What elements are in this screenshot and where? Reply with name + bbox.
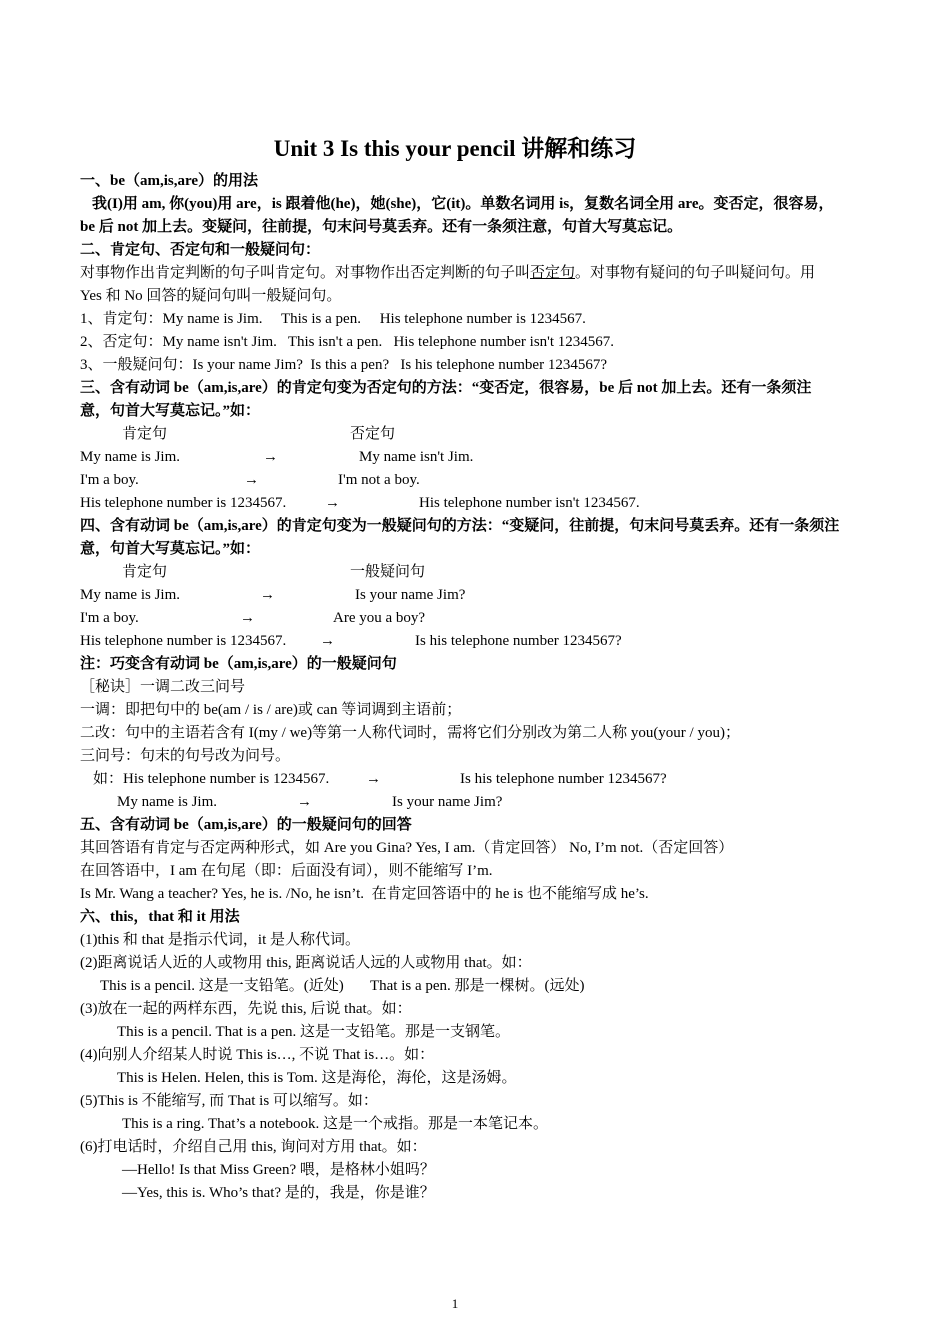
example-source: My name is Jim. <box>117 794 217 810</box>
row-target: Is his telephone number 1234567? <box>415 633 622 649</box>
section-6-dialogue: —Yes, this is. Who’s that? 是的，我是，你是谁？ <box>122 1185 435 1201</box>
arrow: → <box>320 633 335 649</box>
section-5-line: Is Mr. Wang a teacher? Yes, he is. /No, he isn’t. 在肯定回答语中的 he is 也不能缩写成 he’s. <box>80 886 649 902</box>
page-title: Unit 3 Is this your pencil 讲解和练习 <box>273 136 637 161</box>
note-example <box>80 791 840 814</box>
row-source: His telephone number is 1234567. <box>80 495 287 511</box>
section-4-row <box>80 584 840 607</box>
row-source: I'm a boy. <box>80 610 139 626</box>
note-line: ［秘诀］一调二改三问号 <box>80 679 246 695</box>
example-negative: 2、否定句：My name isn't Jim. This isn't a pen. His telephone number isn't 1234567. <box>80 334 615 350</box>
arrow: → <box>325 495 340 511</box>
definition-underlined: 否定句 <box>530 265 576 281</box>
arrow: → <box>297 794 312 810</box>
section-4-heading: 四、含有动词 be（am,is,are）的肯定句变为一般疑问句的方法：“变疑问，往前提，句末问号莫丢弃。还有一条须注意，句首大写莫忘记。”如： <box>80 518 840 557</box>
example-question: 3、一般疑问句：Is your name Jim? Is this a pen? Is his telephone number 1234567? <box>80 357 607 373</box>
section-5-line: 其回答语有肯定与否定两种形式，如 Are you Gina? Yes, I am.（肯定回答） No, I’m not.（否定回答） <box>80 840 734 856</box>
section-2-definition <box>80 262 840 308</box>
row-target: His telephone number isn't 1234567. <box>419 495 640 511</box>
section-1-heading: 一、be（am,is,are）的用法 <box>80 173 259 189</box>
section-5-line: 在回答语中，I am 在句尾（即：后面没有词），则不能缩写 I’m. <box>80 863 493 879</box>
note-line: 三问号：句末的句号改为问号。 <box>80 748 291 764</box>
arrow: → <box>366 771 381 787</box>
section-3-row <box>80 469 840 492</box>
example-target: Is his telephone number 1234567? <box>460 771 667 787</box>
column-question: 一般疑问句 <box>350 564 426 580</box>
note-line: 一调：即把句中的 be(am / is / are)或 can 等词调到主语前； <box>80 702 462 718</box>
section-6-example: This is a ring. That’s a notebook. 这是一个戒指。那是一本笔记本。 <box>122 1116 548 1132</box>
section-3-row <box>80 446 840 469</box>
page-number: 1 <box>451 1296 459 1311</box>
row-source: I'm a boy. <box>80 472 139 488</box>
note-line: 二改：句中的主语若含有 I(my / we)等第一人称代词时，需将它们分别改为第二人称 you(your / you)； <box>80 725 740 741</box>
column-negative: 否定句 <box>350 426 396 442</box>
definition-text-b: 。对事物有疑问的句子叫疑问句。用 Yes 和 No 回答的疑问句叫一般疑问句。 <box>80 265 816 304</box>
section-4-row <box>80 630 840 653</box>
section-6-line: (4)向别人介绍某人时说 This is…, 不说 That is…。如： <box>80 1047 435 1063</box>
example-source: 如：His telephone number is 1234567. <box>93 771 330 787</box>
arrow: → <box>244 472 259 488</box>
row-source: My name is Jim. <box>80 587 180 603</box>
section-2-heading: 二、肯定句、否定句和一般疑问句： <box>80 242 321 258</box>
section-6-line: (6)打电话时，介绍自己用 this, 询问对方用 that。如： <box>80 1139 427 1155</box>
section-6-heading: 六、this，that 和 it 用法 <box>80 909 240 925</box>
section-6-example: This is Helen. Helen, this is Tom. 这是海伦，海伦，这是汤姆。 <box>117 1070 517 1086</box>
column-affirmative: 肯定句 <box>122 564 168 580</box>
row-target: I'm not a boy. <box>338 472 420 488</box>
section-3-heading: 三、含有动词 be（am,is,are）的肯定句变为否定句的方法：“变否定，很容易，be 后 not 加上去。还有一条须注意，句首大写莫忘记。”如： <box>80 380 812 419</box>
section-4-column-headers <box>80 561 840 584</box>
document-body <box>80 170 840 1205</box>
section-1-body: 我(I)用 am, 你(you)用 are，is 跟着他(he)，她(she)，它(it)。单数名词用 is，复数名词全用 are。变否定，很容易，be 后 not 加上去。变疑问，往前提，句末问号莫丢弃。还有一条须注意，句首大写莫忘记。 <box>80 196 834 235</box>
section-6-line: (3)放在一起的两样东西，先说 this, 后说 that。如： <box>80 1001 412 1017</box>
definition-text-a: 对事物作出肯定判断的句子叫肯定句。对事物作出否定判断的句子叫 <box>80 265 531 281</box>
section-4-row <box>80 607 840 630</box>
column-affirmative: 肯定句 <box>122 426 168 442</box>
row-source: My name is Jim. <box>80 449 180 465</box>
row-target: Are you a boy? <box>333 610 426 626</box>
section-6-dialogue: —Hello! Is that Miss Green? 喂，是格林小姐吗？ <box>122 1162 435 1178</box>
section-6-line: (2)距离说话人近的人或物用 this, 距离说话人远的人或物用 that。如： <box>80 955 532 971</box>
example-target: Is your name Jim? <box>392 794 503 810</box>
section-3-row <box>80 492 840 515</box>
section-6-example: This is a pencil. 这是一支铅笔。(近处) That is a pen. 那是一棵树。(远处) <box>100 978 585 994</box>
arrow: → <box>260 587 275 603</box>
note-example <box>80 768 840 791</box>
row-target: Is your name Jim? <box>355 587 466 603</box>
example-affirmative: 1、肯定句：My name is Jim. This is a pen. His telephone number is 1234567. <box>80 311 586 327</box>
section-6-line: (5)This is 不能缩写, 而 That is 可以缩写。如： <box>80 1093 378 1109</box>
note-heading: 注：巧变含有动词 be（am,is,are）的一般疑问句 <box>80 656 397 672</box>
section-6-line: (1)this 和 that 是指示代词，it 是人称代词。 <box>80 932 360 948</box>
arrow: → <box>240 610 255 626</box>
arrow: → <box>263 449 278 465</box>
section-6-example: This is a pencil. That is a pen. 这是一支铅笔。那是一支钢笔。 <box>117 1024 511 1040</box>
row-source: His telephone number is 1234567. <box>80 633 287 649</box>
row-target: My name isn't Jim. <box>359 449 474 465</box>
section-5-heading: 五、含有动词 be（am,is,are）的一般疑问句的回答 <box>80 817 412 833</box>
section-3-column-headers <box>80 423 840 446</box>
